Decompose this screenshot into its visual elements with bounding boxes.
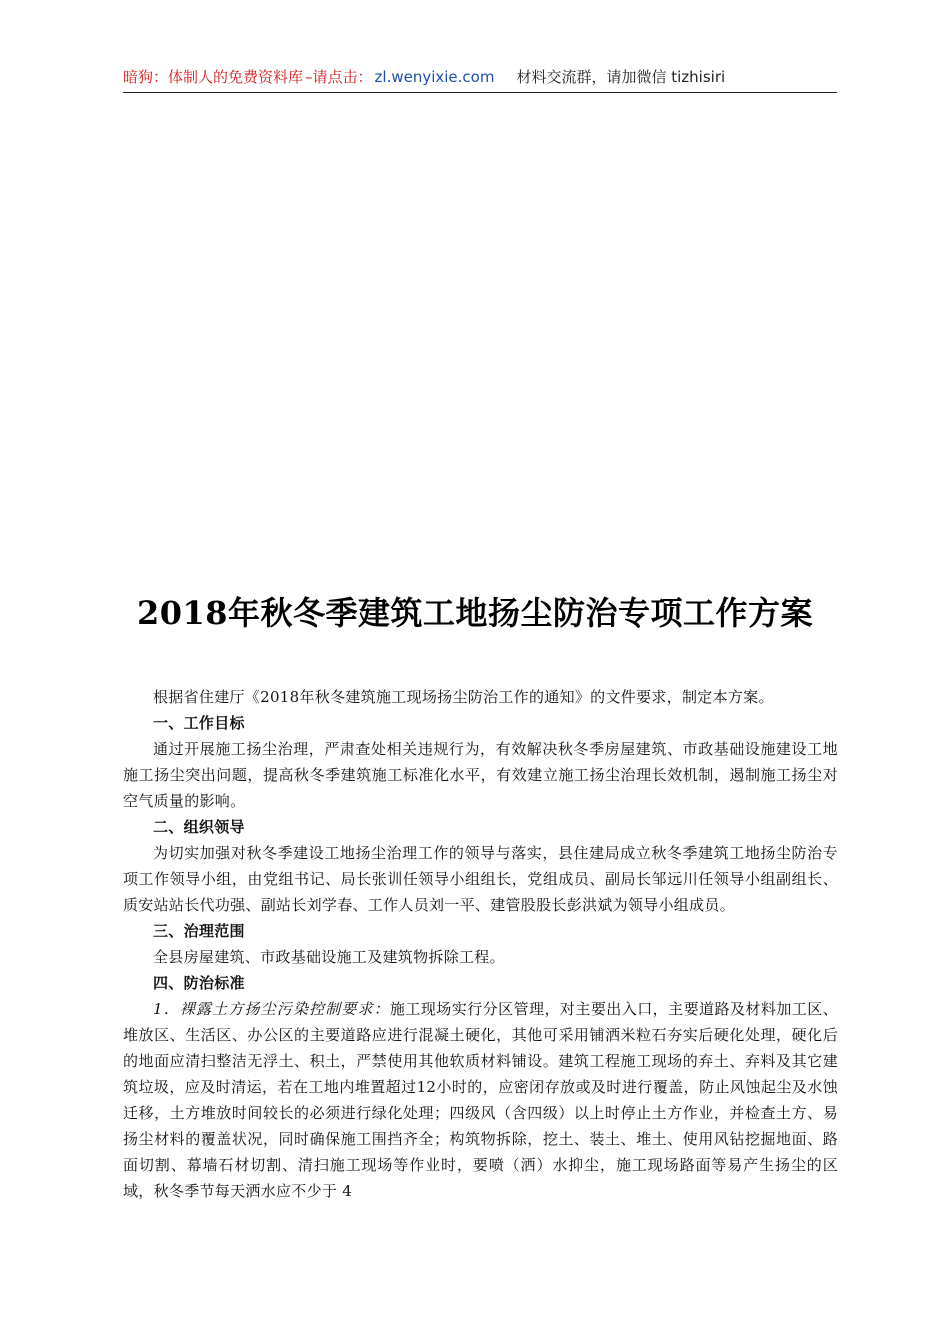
section-heading-goals: 一、工作目标 xyxy=(153,714,245,732)
section-text-standards xyxy=(123,996,838,1204)
header-brand: 暗狗：体制人的免费资料库 xyxy=(123,68,304,86)
section-heading-standards: 四、防治标准 xyxy=(153,974,245,992)
document-title: 2018年秋冬季建筑工地扬尘防治专项工作方案 xyxy=(136,594,814,632)
page-header xyxy=(123,62,837,93)
section-heading-leadership: 二、组织领导 xyxy=(153,818,245,836)
standards-item-text: 施工现场实行分区管理，对主要出入口，主要道路及材料加工区、堆放区、生活区、办公区的主要道路应进行混凝土硬化，其他可采用铺洒米粒石夯实后硬化处理，硬化后的地面应清扫整洁无浮土、积土，严禁使用其他软质材料铺设。建筑工程施工现场的弃土、弃料及其它建筑垃圾，应及时清运，若在工地内堆置超过12小时的，应密闭存放或及时进行覆盖，防止风蚀起尘及水蚀迁移，土方堆放时间较长的必须进行绿化处理；四级风（含四级）以上时停止土方作业，并检查土方、易扬尘材料的覆盖状况，同时确保施工围挡齐全；构筑物拆除，挖土、装土、堆土、使用风钻挖掘地面、路面切割、幕墙石材切割、清扫施工现场等作业时，要喷（洒）水抑尘，施工现场路面等易产生扬尘的区域，秋冬季节每天洒水应不少于 4 xyxy=(123,1000,839,1200)
standards-item-title: 1．裸露土方扬尘污染控制要求： xyxy=(153,1000,390,1018)
header-click-prompt: –请点击： xyxy=(305,68,373,86)
section-text-leadership: 为切实加强对秋冬季建设工地扬尘治理工作的领导与落实，县住建局成立秋冬季建筑工地扬尘防治专项工作领导小组，由党组书记、局长张训任领导小组组长，党组成员、副局长邹远川任领导小组副组长、质安站站长代功强、副站长刘学春、工作人员刘一平、建管股股长彭洪斌为领导小组成员。 xyxy=(123,844,838,914)
section-text-goals: 通过开展施工扬尘治理，严肃查处相关违规行为，有效解决秋冬季房屋建筑、市政基础设施建设工地施工扬尘突出问题，提高秋冬季建筑施工标准化水平，有效建立施工扬尘治理长效机制，遏制施工扬尘对空气质量的影响。 xyxy=(123,740,838,810)
header-url-link[interactable]: zl.wenyixie.com xyxy=(374,68,495,86)
header-wechat-note: 材料交流群，请加微信 tizhisiri xyxy=(516,68,726,86)
intro-paragraph: 根据省住建厅《2018年秋冬建筑施工现场扬尘防治工作的通知》的文件要求，制定本方案。 xyxy=(153,688,774,706)
section-text-scope: 全县房屋建筑、市政基础设施工及建筑物拆除工程。 xyxy=(153,948,505,966)
document-body xyxy=(123,684,838,1204)
section-heading-scope: 三、治理范围 xyxy=(153,922,245,940)
